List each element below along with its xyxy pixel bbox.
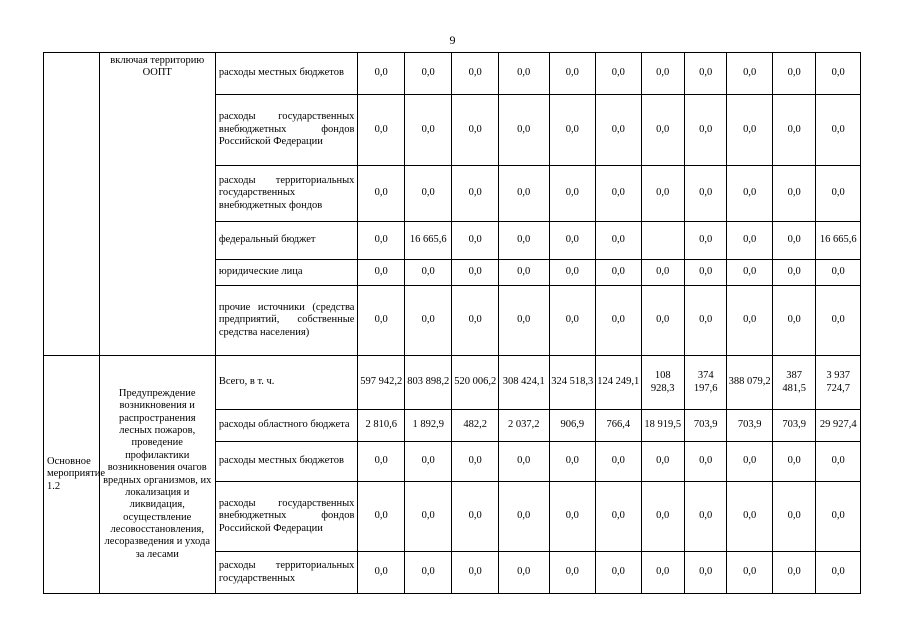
value-cell: 0,0 [358,95,405,166]
value-cell: 0,0 [684,166,726,222]
value-cell: 0,0 [641,95,684,166]
value-cell: 308 424,1 [498,356,549,410]
value-cell: 520 006,2 [452,356,499,410]
value-cell: 0,0 [549,95,596,166]
value-cell: 0,0 [727,442,773,482]
value-cell: 0,0 [498,552,549,594]
funding-source-label: юридические лица [215,260,358,286]
value-cell: 0,0 [498,442,549,482]
value-cell: 0,0 [816,286,861,356]
value-cell: 0,0 [549,286,596,356]
value-cell: 0,0 [452,53,499,95]
value-cell: 0,0 [358,552,405,594]
value-cell: 0,0 [816,260,861,286]
value-cell: 0,0 [452,482,499,552]
value-cell: 0,0 [404,166,452,222]
value-cell: 0,0 [727,482,773,552]
value-cell: 16 665,6 [816,222,861,260]
value-cell: 0,0 [772,260,815,286]
value-cell: 0,0 [816,552,861,594]
value-cell: 0,0 [816,482,861,552]
value-cell: 0,0 [404,95,452,166]
value-cell: 0,0 [549,552,596,594]
table-row [44,53,861,95]
value-cell: 0,0 [684,442,726,482]
value-cell: 2 810,6 [358,410,405,442]
value-cell: 0,0 [727,95,773,166]
value-cell: 0,0 [452,95,499,166]
value-cell: 0,0 [498,260,549,286]
value-cell: 124 249,1 [596,356,642,410]
funding-source-label: расходы территориальных государственных внебюджетных фондов [215,166,358,222]
value-cell: 16 665,6 [404,222,452,260]
value-cell: 0,0 [549,53,596,95]
value-cell: 0,0 [772,482,815,552]
value-cell: 597 942,2 [358,356,405,410]
value-cell: 0,0 [816,95,861,166]
value-cell: 0,0 [772,442,815,482]
value-cell: 0,0 [641,166,684,222]
value-cell: 0,0 [596,442,642,482]
value-cell: 0,0 [549,222,596,260]
value-cell: 0,0 [684,260,726,286]
value-cell: 0,0 [452,442,499,482]
value-cell: 0,0 [498,286,549,356]
value-cell: 3 937 724,7 [816,356,861,410]
value-cell: 482,2 [452,410,499,442]
value-cell: 0,0 [452,222,499,260]
value-cell: 0,0 [727,286,773,356]
value-cell: 0,0 [596,53,642,95]
funding-source-label: расходы местных бюджетов [215,442,358,482]
value-cell: 0,0 [498,482,549,552]
value-cell: 0,0 [498,166,549,222]
value-cell: 0,0 [596,222,642,260]
value-cell: 0,0 [404,552,452,594]
value-cell: 0,0 [404,482,452,552]
value-cell: 0,0 [358,482,405,552]
value-cell: 0,0 [358,53,405,95]
value-cell: 0,0 [498,53,549,95]
table-row [44,356,861,410]
value-cell: 0,0 [404,286,452,356]
value-cell: 703,9 [684,410,726,442]
value-cell: 0,0 [772,286,815,356]
funding-source-label: расходы территориальных государственных [215,552,358,594]
value-cell: 803 898,2 [404,356,452,410]
value-cell: 0,0 [772,222,815,260]
value-cell: 0,0 [684,482,726,552]
value-cell: 0,0 [452,166,499,222]
value-cell: 388 079,2 [727,356,773,410]
value-cell: 374 197,6 [684,356,726,410]
value-cell: 324 518,3 [549,356,596,410]
value-cell: 0,0 [772,552,815,594]
value-cell: 0,0 [596,95,642,166]
value-cell: 0,0 [358,166,405,222]
value-cell: 0,0 [404,260,452,286]
page-number: 9 [449,33,456,47]
value-cell: 0,0 [641,442,684,482]
value-cell: 0,0 [727,552,773,594]
value-cell: 1 892,9 [404,410,452,442]
value-cell: 0,0 [358,222,405,260]
measure-name-cell: Предупреждение возникновения и распространения лесных пожаров, проведение профилактики возникновения очагов вредных организмов, их локализация и ликвидация, осуществление лесовосстановления, лесоразведения и ухода за лесами [99,356,215,594]
table-body [44,53,861,594]
value-cell: 0,0 [596,482,642,552]
value-cell: 0,0 [404,442,452,482]
value-cell: 0,0 [498,222,549,260]
value-cell: 0,0 [816,442,861,482]
value-cell: 0,0 [727,222,773,260]
value-cell: 108 928,3 [641,356,684,410]
value-cell: 0,0 [641,260,684,286]
value-cell: 0,0 [641,53,684,95]
funding-source-label: прочие источники (средства предприятий, собственные средства населения) [215,286,358,356]
value-cell: 0,0 [452,260,499,286]
value-cell: 0,0 [549,260,596,286]
value-cell: 0,0 [452,286,499,356]
value-cell: 0,0 [498,95,549,166]
value-cell: 906,9 [549,410,596,442]
value-cell: 0,0 [684,286,726,356]
value-cell: 29 927,4 [816,410,861,442]
value-cell: 0,0 [596,260,642,286]
value-cell: 0,0 [549,442,596,482]
value-cell: 0,0 [684,53,726,95]
value-cell: 0,0 [816,53,861,95]
value-cell: 0,0 [358,442,405,482]
value-cell: 703,9 [772,410,815,442]
value-cell: 0,0 [358,260,405,286]
funding-source-label: федеральный бюджет [215,222,358,260]
funding-table [43,52,861,594]
measure-type-cell [44,53,100,356]
value-cell: 766,4 [596,410,642,442]
value-cell: 0,0 [549,482,596,552]
measure-type-cell: Основное мероприятие 1.2 [44,356,100,594]
value-cell: 0,0 [727,53,773,95]
value-cell: 0,0 [727,260,773,286]
value-cell: 0,0 [684,95,726,166]
value-cell: 0,0 [772,95,815,166]
funding-source-label: расходы государственных внебюджетных фондов Российской Федерации [215,482,358,552]
value-cell: 0,0 [684,552,726,594]
value-cell: 0,0 [772,53,815,95]
value-cell: 0,0 [641,482,684,552]
value-cell: 0,0 [816,166,861,222]
value-cell: 0,0 [596,286,642,356]
value-cell: 2 037,2 [498,410,549,442]
value-cell: 0,0 [404,53,452,95]
value-cell: 0,0 [684,222,726,260]
value-cell: 18 919,5 [641,410,684,442]
value-cell: 0,0 [641,286,684,356]
value-cell: 0,0 [452,552,499,594]
funding-source-label: Всего, в т. ч. [215,356,358,410]
value-cell: 0,0 [772,166,815,222]
value-cell: 0,0 [358,286,405,356]
value-cell: 0,0 [641,552,684,594]
funding-source-label: расходы государственных внебюджетных фондов Российской Федерации [215,95,358,166]
funding-source-label: расходы областного бюджета [215,410,358,442]
value-cell: 703,9 [727,410,773,442]
value-cell: 0,0 [549,166,596,222]
value-cell: 387 481,5 [772,356,815,410]
funding-source-label: расходы местных бюджетов [215,53,358,95]
value-cell: 0,0 [596,552,642,594]
value-cell: 0,0 [727,166,773,222]
value-cell [641,222,684,260]
measure-name-cell: включая территорию ООПТ [99,53,215,356]
value-cell: 0,0 [596,166,642,222]
